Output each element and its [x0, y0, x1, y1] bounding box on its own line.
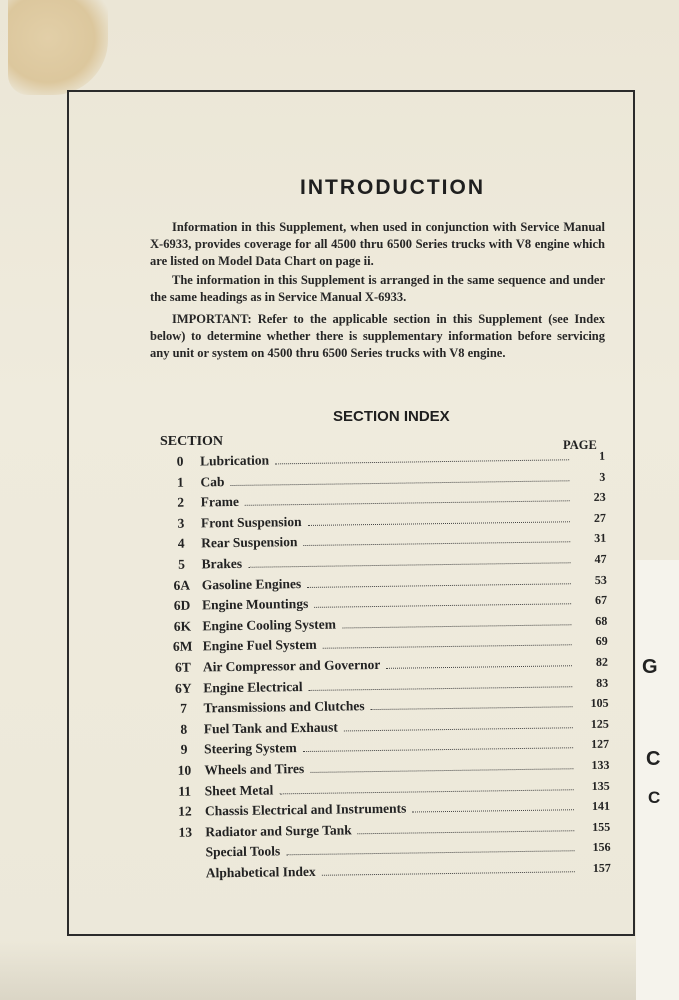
bottom-shadow — [0, 940, 679, 1000]
corner-stain — [8, 0, 108, 95]
index-page-number: 127 — [590, 737, 610, 752]
dot-leader — [323, 644, 572, 649]
index-page-number: 53 — [594, 572, 607, 587]
index-section-number: 8 — [180, 721, 188, 737]
page-title: INTRODUCTION — [300, 176, 485, 199]
dot-leader — [303, 541, 570, 547]
dot-leader — [230, 479, 569, 486]
section-index-list — [160, 448, 611, 887]
index-section-label: Special Tools — [205, 843, 281, 860]
index-section-label: Gasoline Engines — [201, 575, 302, 592]
dot-leader — [310, 767, 573, 773]
index-section-number: 0 — [176, 453, 184, 469]
index-section-label: Engine Electrical — [203, 678, 303, 695]
index-section-label: Engine Mountings — [202, 596, 309, 613]
index-section-number: 6M — [172, 638, 193, 655]
index-page-number: 157 — [592, 860, 611, 875]
index-page-number: 135 — [591, 778, 610, 793]
index-section-number: 11 — [178, 783, 192, 799]
index-page-number: 133 — [591, 757, 610, 772]
dot-leader — [248, 561, 570, 568]
index-section-number: 13 — [178, 824, 193, 840]
index-section-number: 7 — [180, 700, 188, 716]
dot-leader — [245, 499, 570, 506]
dot-leader — [386, 664, 572, 669]
index-section-number — [166, 857, 206, 858]
index-page-number: 31 — [594, 531, 607, 546]
dot-leader — [344, 726, 573, 731]
index-page-number: 83 — [596, 675, 609, 690]
index-page-number: 105 — [590, 695, 609, 711]
dot-leader — [412, 808, 574, 812]
dot-leader — [308, 520, 570, 526]
dot-leader — [286, 850, 574, 856]
dot-leader — [322, 870, 575, 876]
intro-paragraph-3: IMPORTANT: Refer to the applicable section in this Supplement (see Index below) to determine whether there is supplementary information before servicing any unit or system on 4500 thru 6500 Series trucks with V8 engine. — [150, 312, 605, 360]
index-section-label: Lubrication — [199, 452, 270, 469]
side-fragment-2: C — [646, 748, 661, 770]
index-page-number: 23 — [593, 489, 606, 505]
dot-leader — [279, 788, 573, 794]
index-section-label: Steering System — [204, 740, 297, 757]
dot-leader — [303, 747, 573, 753]
section-index-title: SECTION INDEX — [333, 408, 450, 425]
index-section-label: Transmissions and Clutches — [203, 698, 365, 716]
index-page-number: 68 — [595, 613, 608, 628]
index-section-label: Rear Suspension — [201, 534, 298, 551]
index-section-number: 6A — [173, 577, 191, 593]
index-section-number: 2 — [177, 494, 185, 510]
index-page-number: 27 — [593, 510, 607, 525]
side-fragment-1: G — [642, 656, 658, 678]
dot-leader — [314, 602, 571, 608]
index-page-number: 1 — [598, 448, 606, 463]
index-page-number: 82 — [595, 654, 609, 669]
index-section-label: Engine Fuel System — [202, 637, 317, 654]
index-section-label: Sheet Metal — [204, 781, 274, 798]
page-column-header: PAGE — [563, 438, 597, 452]
index-page-number: 155 — [592, 819, 611, 834]
intro-paragraph-2: The information in this Supplement is arranged in the same sequence and under the same headings as in Service Manual X-6933. — [150, 273, 605, 304]
index-section-number: 3 — [177, 515, 185, 531]
index-section-number: 4 — [177, 536, 185, 552]
index-section-label: Air Compressor and Governor — [202, 656, 381, 675]
index-section-number: 6D — [173, 597, 191, 613]
index-page-number: 3 — [599, 469, 606, 484]
index-page-number: 125 — [590, 716, 609, 731]
index-section-label: Frame — [200, 494, 240, 510]
index-section-number — [166, 877, 206, 878]
index-section-number: 5 — [178, 556, 186, 572]
index-section-label: Cab — [200, 473, 225, 490]
index-section-number: 6K — [173, 618, 192, 634]
index-section-number: 6Y — [174, 680, 192, 696]
index-section-number: 12 — [178, 803, 192, 819]
index-section-number: 1 — [176, 474, 184, 490]
dot-leader — [307, 582, 571, 588]
index-page-number: 47 — [594, 551, 607, 566]
dot-leader — [358, 829, 575, 834]
index-section-label: Alphabetical Index — [205, 863, 316, 881]
index-section-number: 6T — [174, 659, 191, 675]
index-section-label: Wheels and Tires — [204, 760, 305, 778]
dot-leader — [309, 685, 573, 691]
dot-leader — [342, 623, 571, 628]
index-section-label: Radiator and Surge Tank — [205, 822, 352, 840]
index-page-number: 156 — [592, 840, 611, 855]
adjacent-page-edge — [636, 560, 679, 1000]
index-section-number: 10 — [177, 762, 192, 778]
index-section-label: Brakes — [201, 555, 243, 572]
index-section-label: Fuel Tank and Exhaust — [203, 719, 338, 737]
dot-leader — [371, 705, 573, 710]
index-page-number: 69 — [595, 634, 608, 649]
intro-paragraph-1: Information in this Supplement, when used in conjunction with Service Manual X-6933, provides coverage for all 4500 thru 6500 Series trucks with V8 engine which are listed on Model Data Chart on page ii. — [150, 220, 605, 268]
section-column-header: SECTION — [160, 434, 224, 449]
index-section-label: Chassis Electrical and Instruments — [204, 800, 407, 819]
index-section-label: Engine Cooling System — [202, 616, 337, 634]
index-section-label: Front Suspension — [200, 513, 302, 531]
side-fragment-3: C — [648, 788, 661, 807]
index-page-number: 141 — [591, 798, 611, 814]
index-section-number: 9 — [180, 741, 188, 758]
dot-leader — [275, 458, 569, 464]
index-page-number: 67 — [594, 592, 608, 608]
